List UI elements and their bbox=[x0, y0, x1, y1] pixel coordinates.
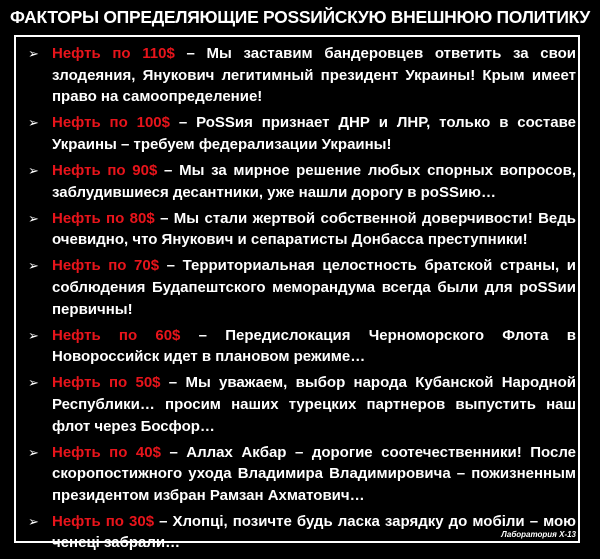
item-text: – Территориальная целостность братской страны, и соблюдения Будапештского меморандума всегда были для роSSии первичны! bbox=[52, 257, 576, 318]
list-item bbox=[28, 43, 576, 108]
item-text: – РоSSия признает ДНР и ЛНР, только в составе Украины – требуем федерализации Украины! bbox=[52, 114, 576, 153]
arrow-bullet-icon: ➢ bbox=[28, 162, 39, 178]
oil-price-label: Нефть по 100$ bbox=[52, 114, 170, 132]
item-text: – Мы стали жертвой собственной доверчивости! Ведь очевидно, что Янукович и сепаратисты Донбасса преступники! bbox=[52, 209, 576, 249]
arrow-bullet-icon: ➢ bbox=[28, 46, 39, 61]
list-item bbox=[28, 511, 576, 554]
oil-price-label: Нефть по 60$ bbox=[52, 326, 181, 344]
list-item bbox=[28, 325, 576, 368]
poster-title: ФАКТОРЫ ОПРЕДЕЛЯЮЩИЕ РОSSИЙСКУЮ ВНЕШНЮЮ ПОЛИТИКУ bbox=[9, 7, 591, 27]
oil-price-label: Нефть по 110$ bbox=[52, 45, 175, 62]
list-item bbox=[28, 372, 576, 437]
item-text: – Аллах Акбар – дорогие соотечественники! После скоропостижного ухода Владимира Владимировича – пожизненным президентом избран Рамзан Ахматович… bbox=[52, 443, 576, 504]
oil-price-label: Нефть по 90$ bbox=[52, 161, 158, 179]
list-item bbox=[28, 442, 576, 507]
arrow-bullet-icon: ➢ bbox=[28, 210, 39, 226]
oil-price-label: Нефть по 40$ bbox=[52, 443, 161, 461]
list-item bbox=[28, 255, 576, 320]
factor-list bbox=[28, 43, 576, 559]
item-text: – Мы за мирное решение любых спорных вопросов, заблудившиеся десантники, уже нашли дорогу в роSSию… bbox=[52, 161, 576, 201]
arrow-bullet-icon: ➢ bbox=[28, 115, 39, 131]
arrow-bullet-icon: ➢ bbox=[28, 258, 39, 274]
item-text: – Передислокация Черноморского Флота в Новороссийск идет в плановом режиме… bbox=[52, 326, 576, 366]
credit-label: Лаборатория Х-13 bbox=[501, 530, 576, 539]
list-item bbox=[28, 160, 576, 203]
arrow-bullet-icon: ➢ bbox=[28, 327, 39, 343]
item-text: – Хлопці, позичте будь ласка зарядку до мобіли – мою ченецi забрали… bbox=[52, 512, 576, 552]
oil-price-label: Нефть по 30$ bbox=[52, 512, 155, 530]
arrow-bullet-icon: ➢ bbox=[28, 375, 39, 391]
list-item bbox=[28, 112, 576, 155]
oil-price-label: Нефть по 80$ bbox=[52, 209, 155, 227]
arrow-bullet-icon: ➢ bbox=[28, 444, 39, 460]
arrow-bullet-icon: ➢ bbox=[28, 513, 39, 529]
list-item bbox=[28, 208, 576, 251]
item-text: – Мы заставим бандеровцев ответить за свои злодеяния, Янукович легитимный президент Украины! Крым имеет право на самоопределение! bbox=[52, 45, 576, 106]
oil-price-label: Нефть по 70$ bbox=[52, 257, 160, 275]
item-text: – Мы уважаем, выбор народа Кубанской Народной Республики… просим наших турецких партнеров выпустить наш флот через Босфор… bbox=[52, 374, 576, 435]
oil-price-label: Нефть по 50$ bbox=[52, 374, 161, 392]
